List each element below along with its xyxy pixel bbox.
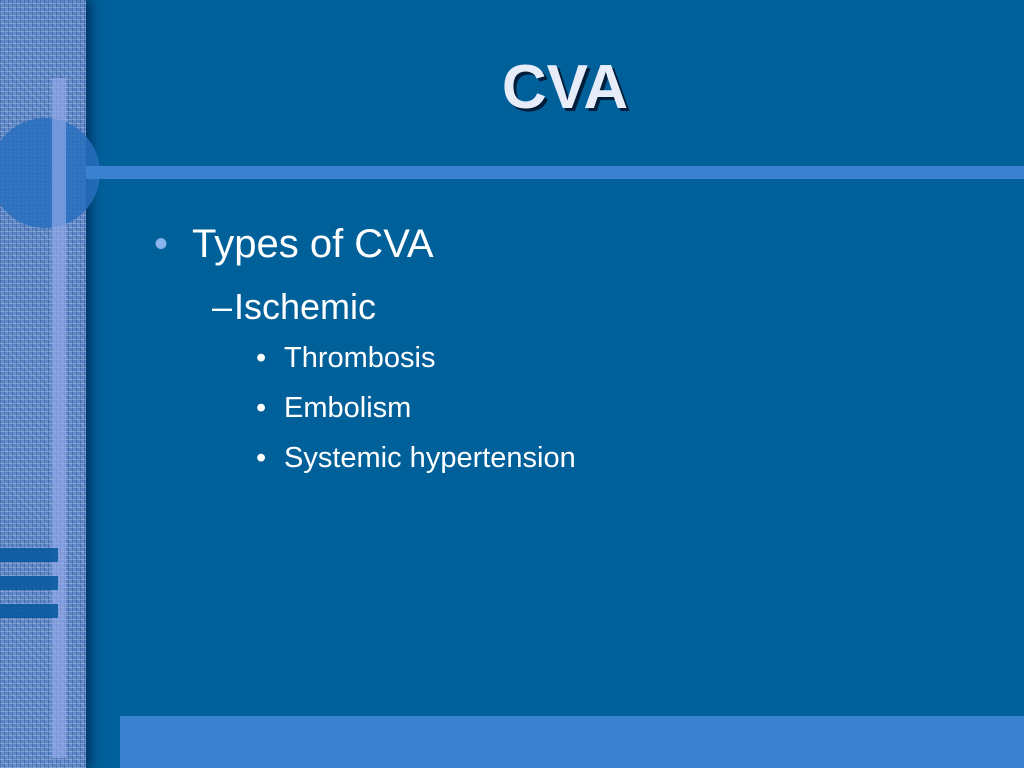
slide-title: CVA — [501, 53, 629, 122]
sub-sub-bullet-text: Systemic hypertension — [284, 442, 576, 474]
dash-marker: – — [212, 286, 233, 327]
sub-bullet-item — [212, 286, 376, 328]
bullet-marker: • — [154, 222, 169, 266]
sub-sub-bullet-text: Embolism — [284, 392, 412, 424]
bullet-item — [154, 222, 434, 267]
decorative-bar — [0, 604, 58, 618]
sub-bullet-text: Ischemic — [234, 286, 377, 327]
bullet-marker: • — [256, 392, 267, 424]
decorative-circle — [0, 118, 100, 228]
decorative-footer-band — [120, 716, 1024, 768]
decorative-bar — [0, 548, 58, 562]
decorative-side-panel — [0, 0, 86, 768]
sub-sub-bullet-item — [256, 392, 411, 425]
sub-sub-bullet-item — [256, 342, 436, 375]
title-divider — [86, 166, 1024, 179]
decorative-stripe — [52, 78, 66, 758]
sub-sub-bullet-text: Thrombosis — [284, 342, 436, 374]
sub-sub-bullet-item — [256, 442, 576, 475]
bullet-marker: • — [256, 442, 267, 474]
bullet-text: Types of CVA — [192, 222, 434, 266]
bullet-marker: • — [256, 342, 267, 374]
decorative-bar — [0, 576, 58, 590]
